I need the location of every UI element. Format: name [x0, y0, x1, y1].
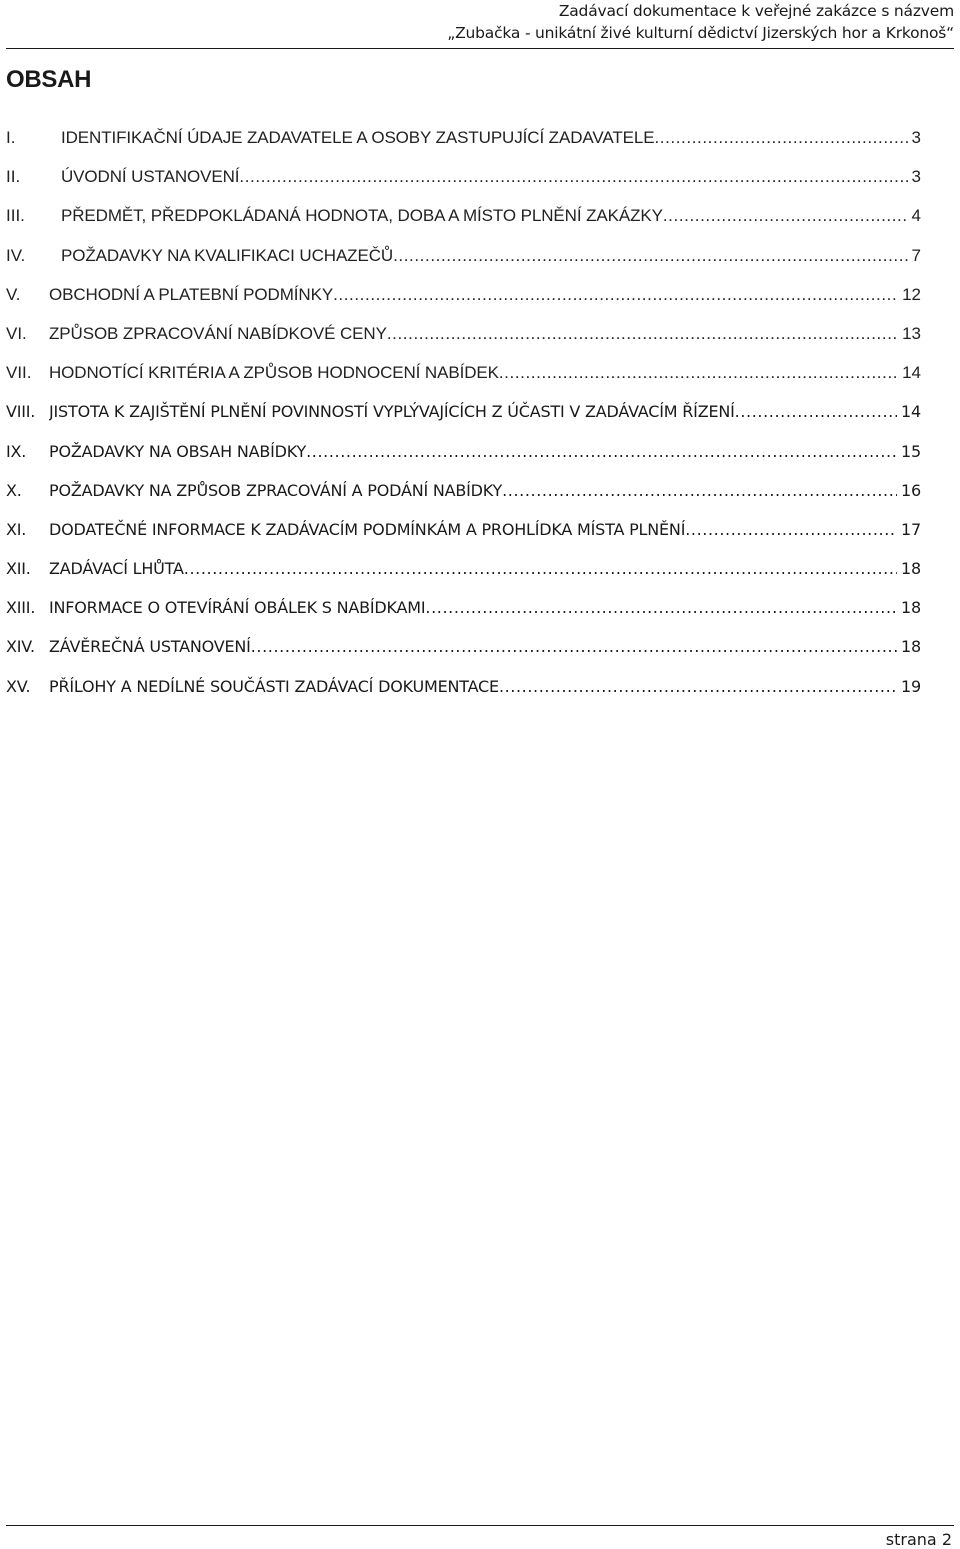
toc-entry-number: V.: [6, 284, 21, 304]
toc-leader-dots: [499, 353, 898, 392]
toc-entry-label: IDENTIFIKAČNÍ ÚDAJE ZADAVATELE A OSOBY ZASTUPUJÍCÍ ZADAVATELE: [61, 128, 655, 147]
page-header: [0, 0, 960, 50]
toc-leader-dots: [239, 157, 907, 196]
toc-entry-page: 12: [902, 284, 921, 304]
toc-leader-dots: [502, 471, 897, 510]
toc-entry-page: 18: [901, 598, 921, 618]
toc-entry[interactable]: [6, 627, 921, 666]
toc-entry-number: XIV.: [6, 637, 35, 657]
toc-entry-page: 4: [911, 206, 921, 226]
toc-entry-page: 17: [901, 519, 921, 539]
toc-entry-number: II.: [6, 167, 21, 187]
toc-entry[interactable]: [6, 314, 921, 353]
toc-leader-dots: [251, 627, 897, 666]
toc-entry[interactable]: [6, 196, 921, 235]
toc-entry-page: 13: [902, 323, 921, 343]
header-project-name: „Zubačka - unikátní živé kulturní dědictví Jizerských hor a Krkonoš“: [447, 24, 954, 42]
toc-entry-label: POŽADAVKY NA KVALIFIKACI UCHAZEČŮ: [61, 245, 394, 265]
toc-leader-dots: [306, 432, 897, 471]
toc-entry-label: POŽADAVKY NA OBSAH NABÍDKY: [49, 441, 307, 461]
page-number: strana 2: [885, 1530, 952, 1549]
toc-entry[interactable]: [6, 667, 921, 706]
toc-entry-number: XII.: [6, 559, 31, 579]
toc-entry-label: POŽADAVKY NA ZPŮSOB ZPRACOVÁNÍ A PODÁNÍ NABÍDKY: [49, 480, 503, 500]
toc-entry[interactable]: [6, 432, 921, 471]
toc-entry-label: INFORMACE O OTEVÍRÁNÍ OBÁLEK S NABÍDKAMI: [49, 598, 426, 618]
toc-entry-label: ZPŮSOB ZPRACOVÁNÍ NABÍDKOVÉ CENY: [49, 323, 387, 343]
toc-entry-number: XI.: [6, 519, 27, 539]
toc-entry-number: XIII.: [6, 598, 36, 618]
toc-entry-page: 14: [902, 363, 921, 383]
toc-entry-page: 19: [901, 676, 921, 696]
footer-divider: [6, 1525, 954, 1526]
toc-leader-dots: [685, 510, 897, 549]
toc-leader-dots: [333, 275, 898, 314]
toc-entry-page: 18: [901, 637, 921, 657]
toc-entry[interactable]: [6, 118, 921, 157]
header-document-title: Zadávací dokumentace k veřejné zakázce s názvem: [558, 2, 954, 20]
toc-entry-page: 7: [911, 245, 921, 265]
toc-entry-page: 3: [911, 128, 921, 147]
toc-entry-number: IX.: [6, 441, 27, 461]
toc-entry[interactable]: [6, 236, 921, 275]
toc-entry[interactable]: [6, 353, 921, 392]
toc-entry-label: JISTOTA K ZAJIŠTĚNÍ PLNĚNÍ POVINNOSTÍ VYPLÝVAJÍCÍCH Z ÚČASTI V ZADÁVACÍM ŘÍZENÍ: [49, 402, 735, 422]
toc-entry[interactable]: [6, 510, 921, 549]
toc-entry[interactable]: [6, 157, 921, 196]
toc-entry-label: ZÁVĚREČNÁ USTANOVENÍ: [49, 637, 251, 657]
toc-entry[interactable]: [6, 392, 921, 431]
toc-entry[interactable]: [6, 549, 921, 588]
toc-entry-number: XV.: [6, 676, 31, 696]
toc-leader-dots: [663, 196, 908, 235]
toc-entry-label: ÚVODNÍ USTANOVENÍ: [61, 167, 240, 187]
toc-entry-label: DODATEČNÉ INFORMACE K ZADÁVACÍM PODMÍNKÁM A PROHLÍDKA MÍSTA PLNĚNÍ: [49, 519, 686, 539]
toc-leader-dots: [425, 588, 897, 627]
toc-entry[interactable]: [6, 588, 921, 627]
toc-entry-number: VII.: [6, 363, 32, 383]
toc-entry-number: X.: [6, 480, 22, 500]
toc-leader-dots: [499, 667, 897, 706]
toc-entry-label: OBCHODNÍ A PLATEBNÍ PODMÍNKY: [49, 284, 334, 304]
toc-entry-page: 18: [901, 559, 921, 579]
table-of-contents: [6, 118, 921, 706]
toc-leader-dots: [393, 236, 907, 275]
toc-entry-number: VI.: [6, 323, 27, 343]
toc-leader-dots: [387, 314, 898, 353]
toc-leader-dots: [184, 549, 897, 588]
toc-leader-dots: [654, 118, 907, 157]
toc-entry-number: III.: [6, 206, 25, 226]
toc-entry-label: HODNOTÍCÍ KRITÉRIA A ZPŮSOB HODNOCENÍ NABÍDEK: [49, 363, 499, 383]
toc-leader-dots: [735, 392, 897, 431]
toc-entry-number: I.: [6, 128, 16, 147]
toc-entry[interactable]: [6, 471, 921, 510]
toc-entry-page: 15: [901, 441, 921, 461]
toc-entry-number: IV.: [6, 245, 26, 265]
toc-entry-page: 16: [901, 480, 921, 500]
toc-entry-label: PŘEDMĚT, PŘEDPOKLÁDANÁ HODNOTA, DOBA A MÍSTO PLNĚNÍ ZAKÁZKY: [61, 206, 663, 226]
header-divider: [6, 48, 954, 49]
toc-entry-number: VIII.: [6, 402, 36, 422]
toc-entry-page: 3: [911, 167, 921, 187]
toc-title: OBSAH: [6, 66, 92, 93]
toc-entry-page: 14: [901, 402, 921, 422]
toc-entry[interactable]: [6, 275, 921, 314]
toc-entry-label: PŘÍLOHY A NEDÍLNÉ SOUČÁSTI ZADÁVACÍ DOKUMENTACE: [49, 676, 499, 696]
toc-entry-label: ZADÁVACÍ LHŮTA: [49, 559, 184, 579]
